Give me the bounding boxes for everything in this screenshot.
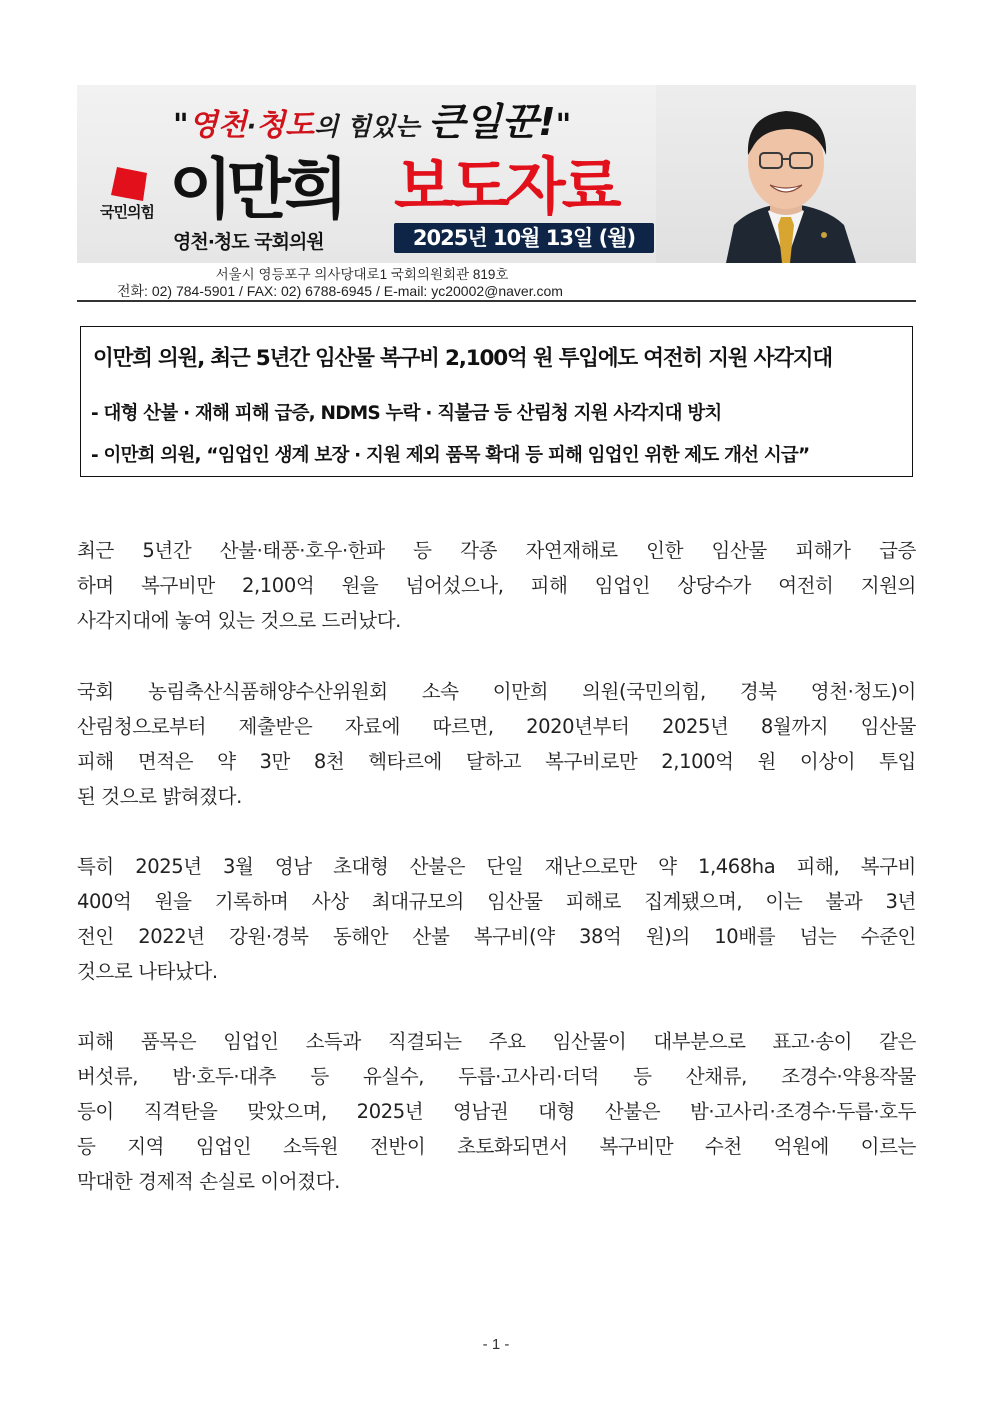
page-number: - 1 - — [482, 1336, 510, 1353]
paragraph-line: 등 지역 임업인 소득원 전반이 초토화되면서 복구비만 수천 억원에 이르는 — [77, 1135, 916, 1158]
paragraph-line: 피해 면적은 약 3만 8천 헥타르에 달하고 복구비로만 2,100억 원 이상이 투입 — [77, 750, 916, 773]
headline-title: 이만희 의원, 최근 5년간 임산물 복구비 2,100억 원 투입에도 여전히 지원 사각지대 — [93, 346, 832, 371]
doc-type-title: 보도자료 — [394, 150, 618, 223]
slogan: "영천·청도의 힘있는 큰일꾼!" — [173, 100, 572, 144]
body-paragraph-3 — [77, 849, 916, 989]
paragraph-line: 400억 원을 기록하며 사상 최대규모의 임산물 피해로 집계됐으며, 이는 불과 3년 — [77, 890, 916, 913]
paragraph-line: 특히 2025년 3월 영남 초대형 산불은 단일 재난으로만 약 1,468ha 피해, 복구비 — [77, 855, 916, 878]
headline-subtitle-1: - 대형 산불 · 재해 피해 급증, NDMS 누락 · 직불금 등 산림청 지원 사각지대 방치 — [91, 403, 722, 424]
paragraph-line: 전인 2022년 강원·경북 동해안 산불 복구비(약 38억 원)의 10배를 넘는 수준인 — [77, 925, 916, 948]
lawmaker-portrait — [656, 85, 916, 263]
paragraph-line: 하며 복구비만 2,100억 원을 넘어섰으나, 피해 임업인 상당수가 여전히 지원의 — [77, 574, 916, 597]
body-paragraph-4 — [77, 1024, 916, 1199]
paragraph-line: 최근 5년간 산불·태풍·호우·한파 등 각종 자연재해로 인한 임산물 피해가 급증 — [77, 539, 916, 562]
paragraph-line: 산림청으로부터 제출받은 자료에 따르면, 2020년부터 2025년 8월까지 임산물 — [77, 715, 916, 738]
paragraph-line: 막대한 경제적 손실로 이어졌다. — [77, 1170, 340, 1193]
paragraph-line: 버섯류, 밤·호두·대추 등 유실수, 두릅·고사리·더덕 등 산채류, 조경수·약용작물 — [77, 1065, 916, 1088]
headline-subtitle-2: - 이만희 의원, “임업인 생계 보장 · 지원 제외 품목 확대 등 피해 임업인 위한 제도 개선 시급” — [91, 445, 810, 466]
paragraph-line: 사각지대에 놓여 있는 것으로 드러났다. — [77, 609, 401, 632]
paragraph-line: 피해 품목은 임업인 소득과 직결되는 주요 임산물이 대부분으로 표고·송이 같은 — [77, 1030, 916, 1053]
paragraph-line: 등이 직격탄을 맞았으며, 2025년 영남권 대형 산불은 밤·고사리·조경수·두릅·호두 — [77, 1100, 916, 1123]
lawmaker-role: 영천·청도 국회의원 — [173, 231, 324, 253]
office-address: 서울시 영등포구 의사당대로1 국회의원회관 819호 — [215, 267, 509, 282]
paragraph-line: 것으로 나타났다. — [77, 960, 218, 983]
paragraph-line: 국회 농림축산식품해양수산위원회 소속 이만희 의원(국민의힘, 경북 영천·청도)이 — [77, 680, 916, 703]
press-release-banner — [77, 85, 916, 263]
body-paragraph-2 — [77, 674, 916, 814]
release-date: 2025년 10월 13일 (월) — [394, 223, 654, 253]
paragraph-line: 된 것으로 밝혀졌다. — [77, 785, 242, 808]
header-divider — [77, 300, 916, 302]
contact-info: 전화: 02) 784-5901 / FAX: 02) 6788-6945 / E-mail: yc20002@naver.com — [117, 283, 563, 299]
lawmaker-name: 이만희 — [169, 151, 343, 228]
body-paragraph-1 — [77, 533, 916, 638]
party-name: 국민의힘 — [100, 203, 154, 221]
headline-box — [80, 326, 913, 477]
